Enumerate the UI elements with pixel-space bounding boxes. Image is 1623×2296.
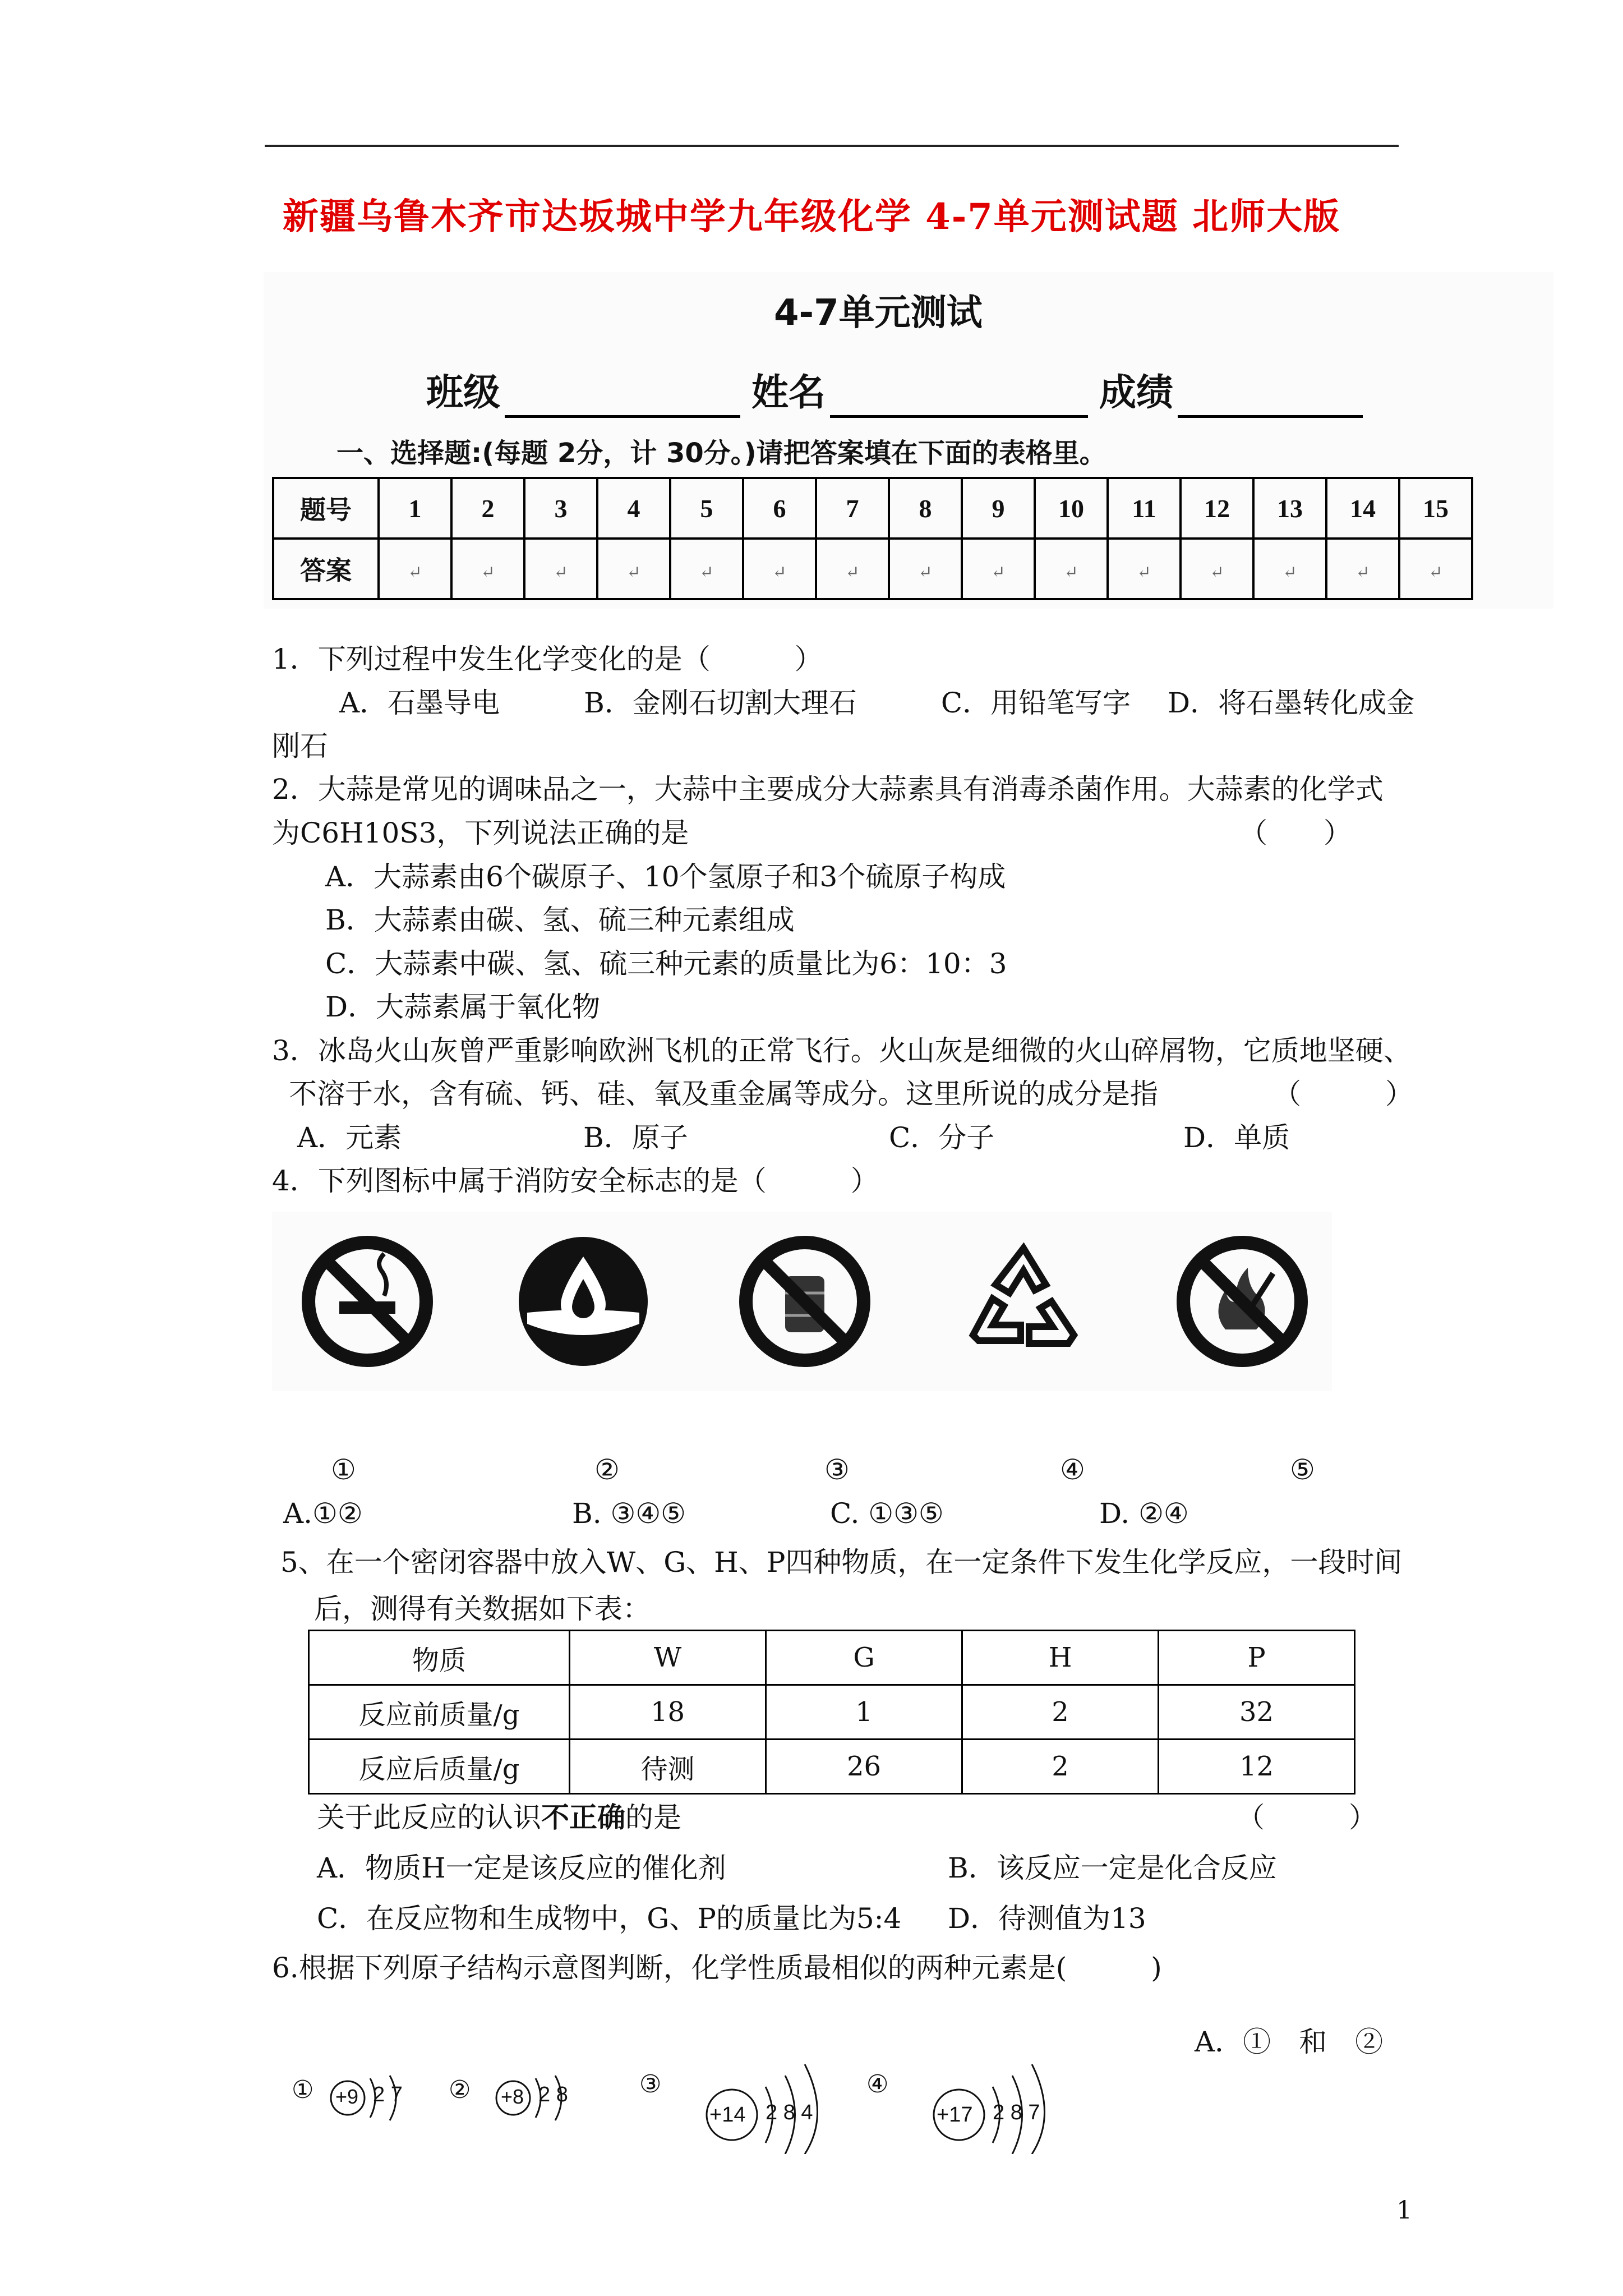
answer-cell[interactable]: ↵: [1399, 539, 1472, 599]
answer-grid-number-row: [273, 478, 1472, 539]
no-fuel-barrel-sign-icon: [737, 1234, 872, 1369]
grid-number: 8: [889, 478, 962, 539]
q5-option-c: C．在反应物和生成物中，G、P的质量比为5:4: [317, 1902, 902, 1935]
table-cell: P: [1159, 1631, 1355, 1685]
table-cell: 18: [570, 1685, 766, 1740]
no-fire-sign-icon: [1175, 1234, 1310, 1369]
q1-options-wrap: 刚石: [272, 730, 328, 762]
answer-grid-answer-row: [273, 539, 1472, 599]
atom-label: ④: [866, 2070, 889, 2098]
header-rule: [265, 145, 1399, 147]
table-cell: 12: [1159, 1740, 1355, 1794]
class-blank: [505, 415, 740, 418]
grid-number: 15: [1399, 478, 1472, 539]
class-label: 班级: [426, 371, 500, 414]
grid-number: 4: [597, 478, 670, 539]
q6-stem: 6.根据下列原子结构示意图判断，化学性质最相似的两种元素是( ): [272, 1952, 1162, 1984]
q3-option-b: B．原子: [583, 1121, 688, 1154]
q2-option-c: C．大蒜素中碳、氢、硫三种元素的质量比为6：10：3: [325, 947, 1007, 980]
q4-label-2: ②: [594, 1453, 620, 1486]
atom-shell-electrons: 2 8 4: [766, 2101, 813, 2124]
atom-shell-electrons: 2 7: [373, 2083, 403, 2106]
q5-option-d: D．待测值为13: [948, 1902, 1146, 1935]
table-cell: 反应前质量/g: [309, 1685, 570, 1740]
grid-number: 1: [379, 478, 451, 539]
q5-option-b: B．该反应一定是化合反应: [948, 1852, 1277, 1884]
grid-number: 12: [1181, 478, 1253, 539]
flammable-liquid-sign-icon: [516, 1234, 651, 1369]
answer-grid: [272, 477, 1473, 600]
grid-number: 2: [451, 478, 524, 539]
table-cell: 2: [962, 1740, 1159, 1794]
score-blank: [1178, 415, 1363, 418]
table-cell: 32: [1159, 1685, 1355, 1740]
q2-answer-paren: （ ）: [1239, 817, 1352, 849]
table-cell: 2: [962, 1685, 1159, 1740]
q3-option-d: D．单质: [1183, 1121, 1290, 1154]
answer-cell[interactable]: ↵: [1108, 539, 1181, 599]
answer-cell[interactable]: ↵: [1181, 539, 1253, 599]
test-heading: 4-7单元测试: [774, 292, 983, 334]
q4-stem: 4．下列图标中属于消防安全标志的是（ ）: [272, 1165, 879, 1197]
q5-data-table: [308, 1630, 1355, 1795]
q2-line1: 2．大蒜是常见的调味品之一，大蒜中主要成分大蒜素具有消毒杀菌作用。大蒜素的化学式: [272, 773, 1384, 806]
answer-cell[interactable]: ↵: [1253, 539, 1326, 599]
grid-number: 11: [1108, 478, 1181, 539]
answer-cell[interactable]: ↵: [816, 539, 889, 599]
answer-header: 答案: [273, 539, 379, 599]
answer-cell[interactable]: ↵: [1326, 539, 1399, 599]
q4-label-5: ⑤: [1290, 1453, 1315, 1486]
grid-number: 3: [524, 478, 597, 539]
table-header-row: [309, 1631, 1355, 1685]
grid-number: 14: [1326, 478, 1399, 539]
answer-cell[interactable]: ↵: [670, 539, 743, 599]
section-one-instructions: 一、选择题:(每题 2分，计 30分。)请把答案填在下面的表格里。: [336, 438, 1106, 469]
q2-option-b: B．大蒜素由碳、氢、硫三种元素组成: [325, 904, 795, 936]
recycling-sign-icon: [956, 1234, 1091, 1369]
grid-number: 7: [816, 478, 889, 539]
atom-label: ②: [449, 2076, 471, 2104]
q2-line2: 为C6H10S3，下列说法正确的是: [272, 817, 689, 849]
grid-number: 13: [1253, 478, 1326, 539]
answer-cell[interactable]: ↵: [1035, 539, 1108, 599]
table-cell: 26: [766, 1740, 962, 1794]
answer-cell[interactable]: ↵: [743, 539, 816, 599]
q5-question-emphasis: 不正确: [541, 1801, 625, 1834]
atom-diagram-3: [639, 2042, 830, 2177]
grid-number: 5: [670, 478, 743, 539]
atom-nucleus-charge: +17: [937, 2103, 973, 2127]
page-number: 1: [1396, 2196, 1412, 2225]
q1-stem: 1．下列过程中发生化学变化的是（ ）: [272, 643, 823, 675]
q2-option-d: D．大蒜素属于氧化物: [325, 991, 601, 1023]
grid-number: 9: [962, 478, 1035, 539]
atom-shell-electrons: 2 8 7: [993, 2101, 1040, 2124]
q4-label-1: ①: [331, 1453, 356, 1486]
answer-cell[interactable]: ↵: [524, 539, 597, 599]
table-row: [309, 1740, 1355, 1794]
atom-label: ③: [639, 2070, 662, 2098]
q3-option-c: C．分子: [889, 1121, 995, 1154]
q5-question-pre: 关于此反应的认识: [317, 1801, 541, 1834]
table-cell: W: [570, 1631, 766, 1685]
table-cell: 待测: [570, 1740, 766, 1794]
no-smoking-sign-icon: [300, 1234, 435, 1369]
q3-option-a: A．元素: [297, 1121, 402, 1154]
answer-cell[interactable]: ↵: [962, 539, 1035, 599]
table-cell: 反应后质量/g: [309, 1740, 570, 1794]
q5-question-post: 的是: [625, 1801, 681, 1834]
grid-number: 6: [743, 478, 816, 539]
q6-option-a: A．① 和 ②: [1195, 2026, 1384, 2058]
table-cell: 1: [766, 1685, 962, 1740]
atom-label: ①: [292, 2076, 314, 2104]
q4-option-b: B. ③④⑤: [572, 1497, 686, 1530]
grid-number: 10: [1035, 478, 1108, 539]
question-number-header: 题号: [273, 478, 379, 539]
q4-label-3: ③: [824, 1453, 850, 1486]
q5-line1: 5、在一个密闭容器中放入W、G、H、P四种物质，在一定条件下发生化学反应，一段时间: [280, 1546, 1403, 1579]
atom-nucleus-charge: +9: [335, 2085, 359, 2108]
q4-option-a: A.①②: [283, 1497, 363, 1530]
atom-diagram-2: [449, 2053, 578, 2165]
atom-nucleus-charge: +14: [709, 2103, 746, 2127]
score-label: 成绩: [1099, 371, 1173, 414]
name-blank: [830, 415, 1088, 418]
q5-question: [317, 1801, 681, 1834]
name-label: 姓名: [751, 371, 826, 414]
q3-line2: 不溶于水，含有硫、钙、硅、氧及重金属等成分。这里所说的成分是指: [289, 1078, 1158, 1110]
atom-diagram-4: [866, 2042, 1057, 2177]
answer-cell[interactable]: ↵: [379, 539, 451, 599]
atom-nucleus-charge: +8: [501, 2085, 524, 2108]
table-cell: 物质: [309, 1631, 570, 1685]
q5-option-a: A．物质H一定是该反应的催化剂: [317, 1852, 726, 1884]
q4-label-4: ④: [1060, 1453, 1085, 1486]
q3-answer-paren: （ ）: [1273, 1078, 1413, 1110]
answer-cell[interactable]: ↵: [451, 539, 524, 599]
atom-diagram-1: [292, 2053, 421, 2165]
q4-option-c: C. ①③⑤: [830, 1497, 944, 1530]
q5-line2: 后，测得有关数据如下表：: [314, 1593, 651, 1625]
q4-option-d: D. ②④: [1099, 1497, 1189, 1530]
answer-cell[interactable]: ↵: [597, 539, 670, 599]
q3-line1: 3．冰岛火山灰曾严重影响欧洲飞机的正常飞行。火山灰是细微的火山碎屑物，它质地坚硬、: [272, 1034, 1412, 1067]
table-row: [309, 1685, 1355, 1740]
atom-shell-electrons: 2 8: [538, 2083, 568, 2106]
document-title: 新疆乌鲁木齐市达坂城中学九年级化学 4-7单元测试题 北师大版: [282, 196, 1341, 238]
answer-cell[interactable]: ↵: [889, 539, 962, 599]
q2-option-a: A．大蒜素由6个碳原子、10个氢原子和3个硫原子构成: [325, 861, 1006, 893]
table-cell: H: [962, 1631, 1159, 1685]
table-cell: G: [766, 1631, 962, 1685]
q1-options: A．石墨导电 B．金刚石切割大理石 C．用铅笔写字 D．将石墨转化成金: [339, 687, 1415, 719]
q5-answer-paren: （ ）: [1237, 1801, 1377, 1834]
